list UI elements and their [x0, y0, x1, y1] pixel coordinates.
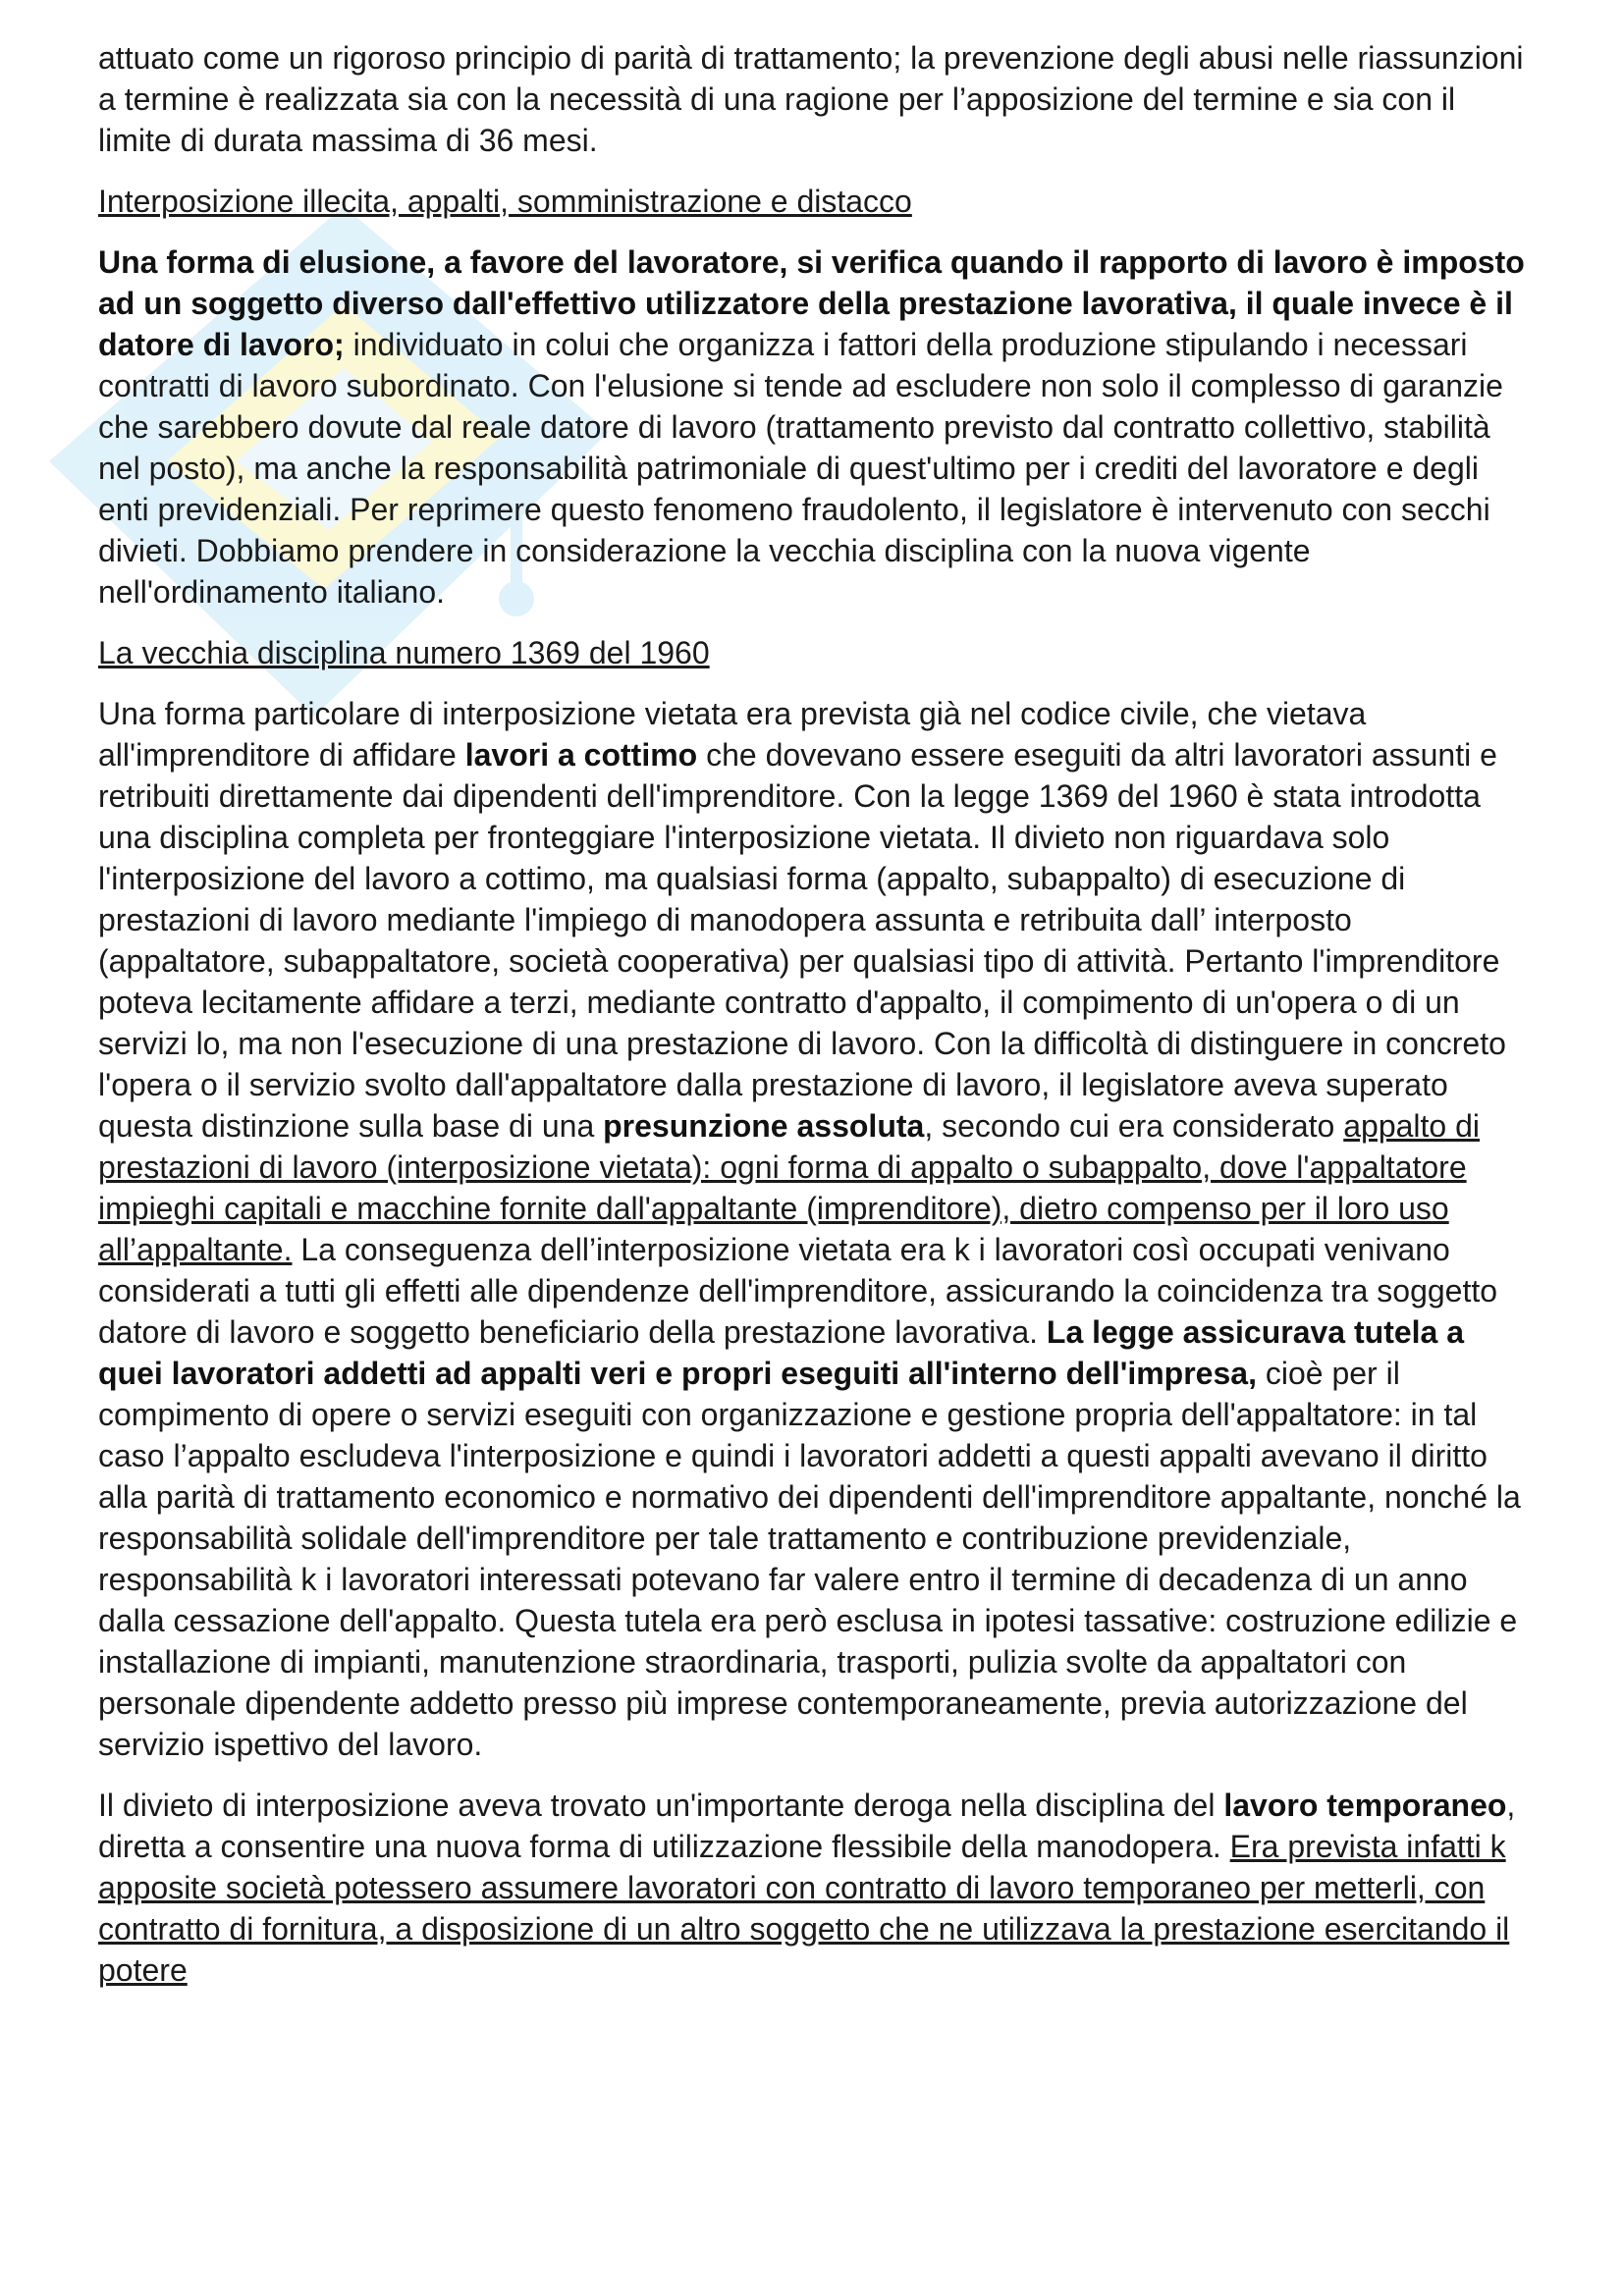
paragraph-text: , secondo cui era considerato [924, 1108, 1344, 1144]
section-heading-vecchia-disciplina: La vecchia disciplina numero 1369 del 1960 [98, 635, 710, 670]
paragraph-text: Una forma particolare di interposizione vietata era prevista già nel codice civile, che vietava all'imprenditore di affidare [98, 696, 1367, 773]
paragraph-text: cioè per il compimento di opere o servizi eseguiti con organizzazione e gestione propria dell'appaltatore: in tal caso l’appalto escludeva l'interposizione e quindi i lavoratori addetti a questi appalti avevano il diritto alla parità di trattamento economico e normativo dei dipendenti dell'imprenditore appaltante, nonché la responsabilità solidale dell'imprenditore per tale trattamento e contribuzione previdenziale, responsabilità k i lavoratori interessati potevano far valere entro il termine di decadenza di un anno dalla cessazione dell'appalto. Questa tutela era però esclusa in ipotesi tassative: costruzione edilizie e installazione di impianti, manutenzione straordinaria, trasporti, pulizia svolte da appaltatori con personale dipendente addetto presso più imprese contemporaneamente, previa autorizzazione del servizio ispettivo del lavoro. [98, 1356, 1521, 1762]
bold-text: La legge assicurava tutela a quei lavoratori addetti ad appalti veri e propri eseguiti all'interno dell'impresa, [98, 1314, 1465, 1391]
underlined-text: appalto di prestazioni di lavoro (interposizione vietata): ogni forma di appalto o subappalto, dove l'appaltatore impieghi capitali e macchine fornite dall'appaltante (imprenditore), dietro compenso per il loro uso all’appaltante. [98, 1108, 1481, 1267]
paragraph-text: che dovevano essere eseguiti da altri lavoratori assunti e retribuiti direttamente dai dipendenti dell'imprenditore. Con la legge 1369 del 1960 è stata introdotta una disciplina completa per fronteggiare l'interposizione vietata. Il divieto non riguardava solo l'interposizione del lavoro a cottimo, ma qualsiasi forma (appalto, subappalto) di esecuzione di prestazioni di lavoro mediante l'impiego di manodopera assunta e retribuita dall’ interposto (appaltatore, subappaltatore, società cooperativa) per qualsiasi tipo di attività. Pertanto l'imprenditore poteva lecitamente affidare a terzi, mediante contratto d'appalto, il compimento di un'opera o di un servizi lo, ma non l'esecuzione di una prestazione di lavoro. Con la difficoltà di distinguere in concreto l'opera o il servizio svolto dall'appaltatore dalla prestazione di lavoro, il legislatore aveva superato questa distinzione sulla base di una [98, 737, 1506, 1144]
paragraph-text: individuato in colui che organizza i fattori della produzione stipulando i necessari contratti di lavoro subordinato. Con l'elusione si tende ad escludere non solo il complesso di garanzie che sarebbero dovute dal reale datore di lavoro (trattamento previsto dal contratto collettivo, stabilità nel posto), ma anche la responsabilità patrimoniale di quest'ultimo per i crediti del lavoratore e degli enti previdenziali. Per reprimere questo fenomeno fraudolento, il legislatore è intervenuto con secchi divieti. Dobbiamo prendere in considerazione la vecchia disciplina con la nuova vigente nell'ordinamento italiano. [98, 327, 1503, 610]
paragraph-text: , diretta a consentire una nuova forma di utilizzazione flessibile della manodopera. [98, 1788, 1516, 1864]
paragraph-text: Il divieto di interposizione aveva trovato un'importante deroga nella disciplina del [98, 1788, 1224, 1823]
paragraph-elusione [98, 241, 1532, 613]
paragraph-lavoro-temporaneo [98, 1785, 1532, 1991]
paragraph-intro-text: attuato come un rigoroso principio di parità di trattamento; la prevenzione degli abusi nelle riassunzioni a termine è realizzata sia con la necessità di una ragione per l’apposizione del termine e sia con il limite di durata massima di 36 mesi. [98, 40, 1524, 158]
underlined-text: Era prevista infatti k apposite società potessero assumere lavoratori con contratto di lavoro temporaneo per metterli, con contratto di fornitura, a disposizione di un altro soggetto che ne utilizzava la prestazione esercitando il potere [98, 1829, 1510, 1988]
bold-text: lavoro temporaneo [1223, 1788, 1507, 1823]
document-body [98, 37, 1532, 2010]
bold-text: lavori a cottimo [464, 737, 698, 773]
section-heading-interposizione: Interposizione illecita, appalti, somministrazione e distacco [98, 184, 912, 219]
paragraph-intro [98, 37, 1532, 161]
bold-text: presunzione assoluta [603, 1108, 925, 1144]
bold-text: Una forma di elusione, a favore del lavoratore, si verifica quando il rapporto di lavoro è imposto ad un soggetto diverso dall'effettivo utilizzatore della prestazione lavorativa, il quale invece è il datore di lavoro; [98, 244, 1525, 362]
paragraph-text: La conseguenza dell’interposizione vietata era k i lavoratori così occupati venivano considerati a tutti gli effetti alle dipendenze dell'imprenditore, assicurando la coincidenza tra soggetto datore di lavoro e soggetto beneficiario della prestazione lavorativa. [98, 1232, 1498, 1350]
paragraph-vecchia-disciplina [98, 693, 1532, 1765]
